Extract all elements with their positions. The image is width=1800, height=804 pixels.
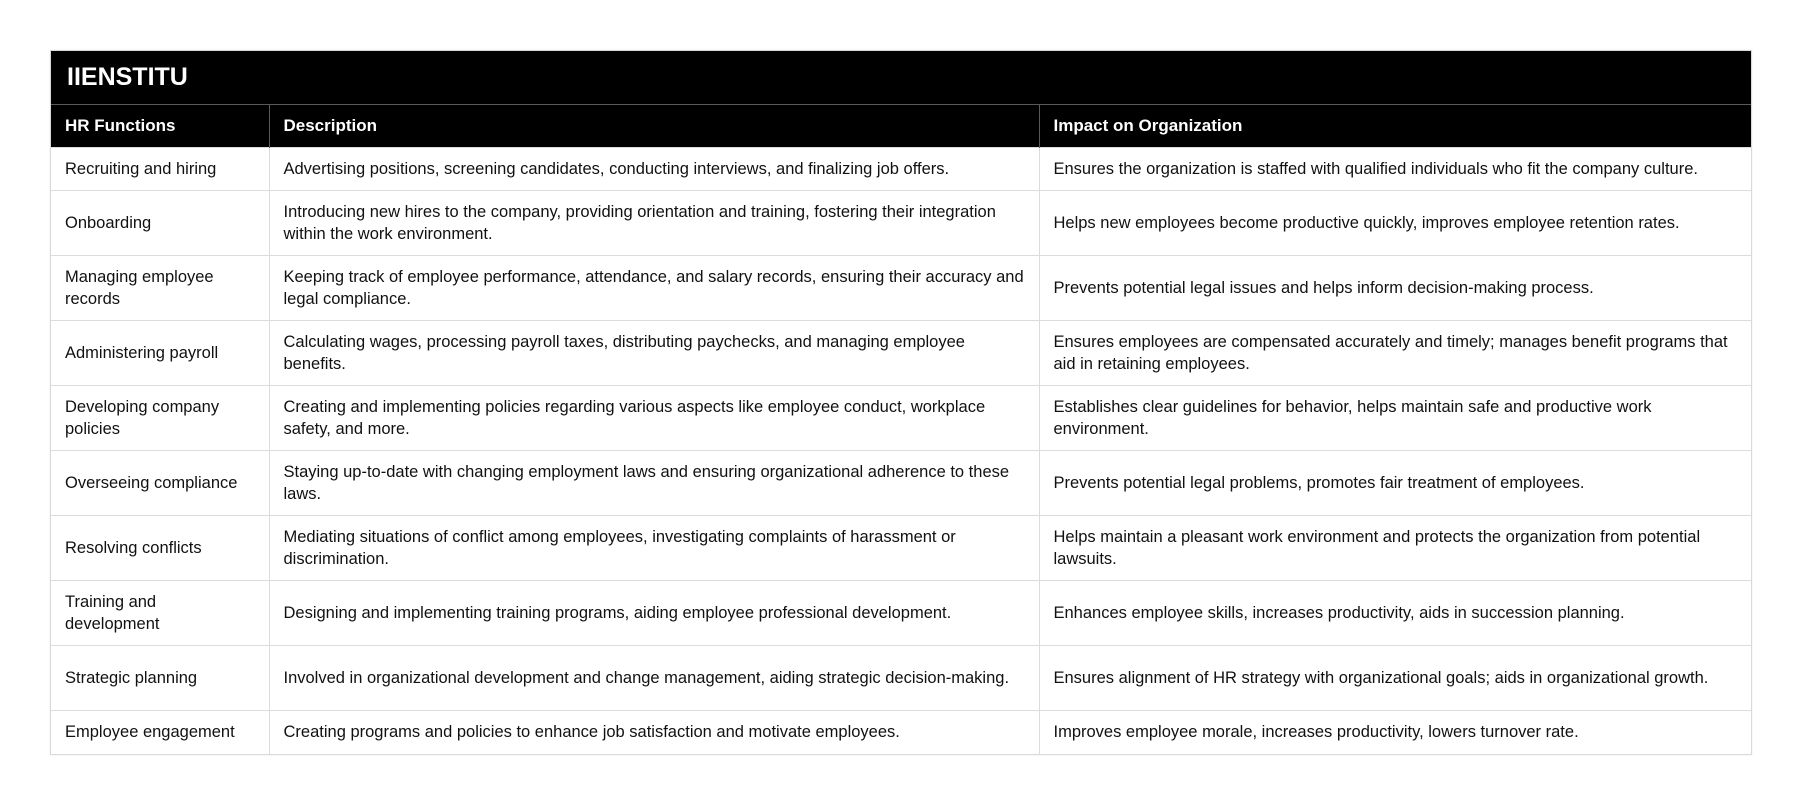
table-row (51, 581, 1751, 646)
table-caption-row (51, 51, 1751, 105)
table-row (51, 256, 1751, 321)
table-row (51, 711, 1751, 754)
table-row (51, 451, 1751, 516)
impact-cell: Prevents potential legal problems, promotes fair treatment of employees. (1039, 451, 1751, 516)
impact-cell: Helps new employees become productive quickly, improves employee retention rates. (1039, 191, 1751, 256)
impact-cell: Ensures alignment of HR strategy with organizational goals; aids in organizational growth. (1039, 646, 1751, 711)
description-cell: Creating programs and policies to enhance job satisfaction and motivate employees. (269, 711, 1039, 754)
hr-function-cell: Administering payroll (51, 321, 269, 386)
description-cell: Designing and implementing training programs, aiding employee professional development. (269, 581, 1039, 646)
hr-function-cell: Training and development (51, 581, 269, 646)
description-cell: Creating and implementing policies regarding various aspects like employee conduct, workplace safety, and more. (269, 386, 1039, 451)
table-row (51, 386, 1751, 451)
impact-cell: Improves employee morale, increases productivity, lowers turnover rate. (1039, 711, 1751, 754)
description-cell: Mediating situations of conflict among employees, investigating complaints of harassment or discrimination. (269, 516, 1039, 581)
hr-function-cell: Onboarding (51, 191, 269, 256)
description-cell: Keeping track of employee performance, attendance, and salary records, ensuring their accuracy and legal compliance. (269, 256, 1039, 321)
column-header-description: Description (269, 105, 1039, 148)
hr-function-cell: Strategic planning (51, 646, 269, 711)
hr-function-cell: Overseeing compliance (51, 451, 269, 516)
impact-cell: Enhances employee skills, increases productivity, aids in succession planning. (1039, 581, 1751, 646)
description-cell: Calculating wages, processing payroll taxes, distributing paychecks, and managing employee benefits. (269, 321, 1039, 386)
impact-cell: Ensures the organization is staffed with qualified individuals who fit the company culture. (1039, 148, 1751, 191)
table-row (51, 516, 1751, 581)
hr-function-cell: Employee engagement (51, 711, 269, 754)
description-cell: Introducing new hires to the company, providing orientation and training, fostering their integration within the work environment. (269, 191, 1039, 256)
description-cell: Staying up-to-date with changing employment laws and ensuring organizational adherence to these laws. (269, 451, 1039, 516)
column-header-hr-functions: HR Functions (51, 105, 269, 148)
impact-cell: Establishes clear guidelines for behavior, helps maintain safe and productive work environment. (1039, 386, 1751, 451)
impact-cell: Helps maintain a pleasant work environment and protects the organization from potential lawsuits. (1039, 516, 1751, 581)
description-cell: Advertising positions, screening candidates, conducting interviews, and finalizing job offers. (269, 148, 1039, 191)
column-header-impact: Impact on Organization (1039, 105, 1751, 148)
table-row (51, 646, 1751, 711)
table-header-row (51, 105, 1751, 148)
table-row (51, 321, 1751, 386)
impact-cell: Ensures employees are compensated accurately and timely; manages benefit programs that aid in retaining employees. (1039, 321, 1751, 386)
table-row (51, 191, 1751, 256)
hr-function-cell: Resolving conflicts (51, 516, 269, 581)
hr-functions-table (51, 51, 1751, 754)
table-caption: IIENSTITU (51, 51, 1751, 105)
impact-cell: Prevents potential legal issues and helps inform decision-making process. (1039, 256, 1751, 321)
table-row (51, 148, 1751, 191)
hr-function-cell: Managing employee records (51, 256, 269, 321)
hr-functions-table-container (50, 50, 1752, 755)
description-cell: Involved in organizational development and change management, aiding strategic decision-making. (269, 646, 1039, 711)
hr-function-cell: Recruiting and hiring (51, 148, 269, 191)
hr-function-cell: Developing company policies (51, 386, 269, 451)
